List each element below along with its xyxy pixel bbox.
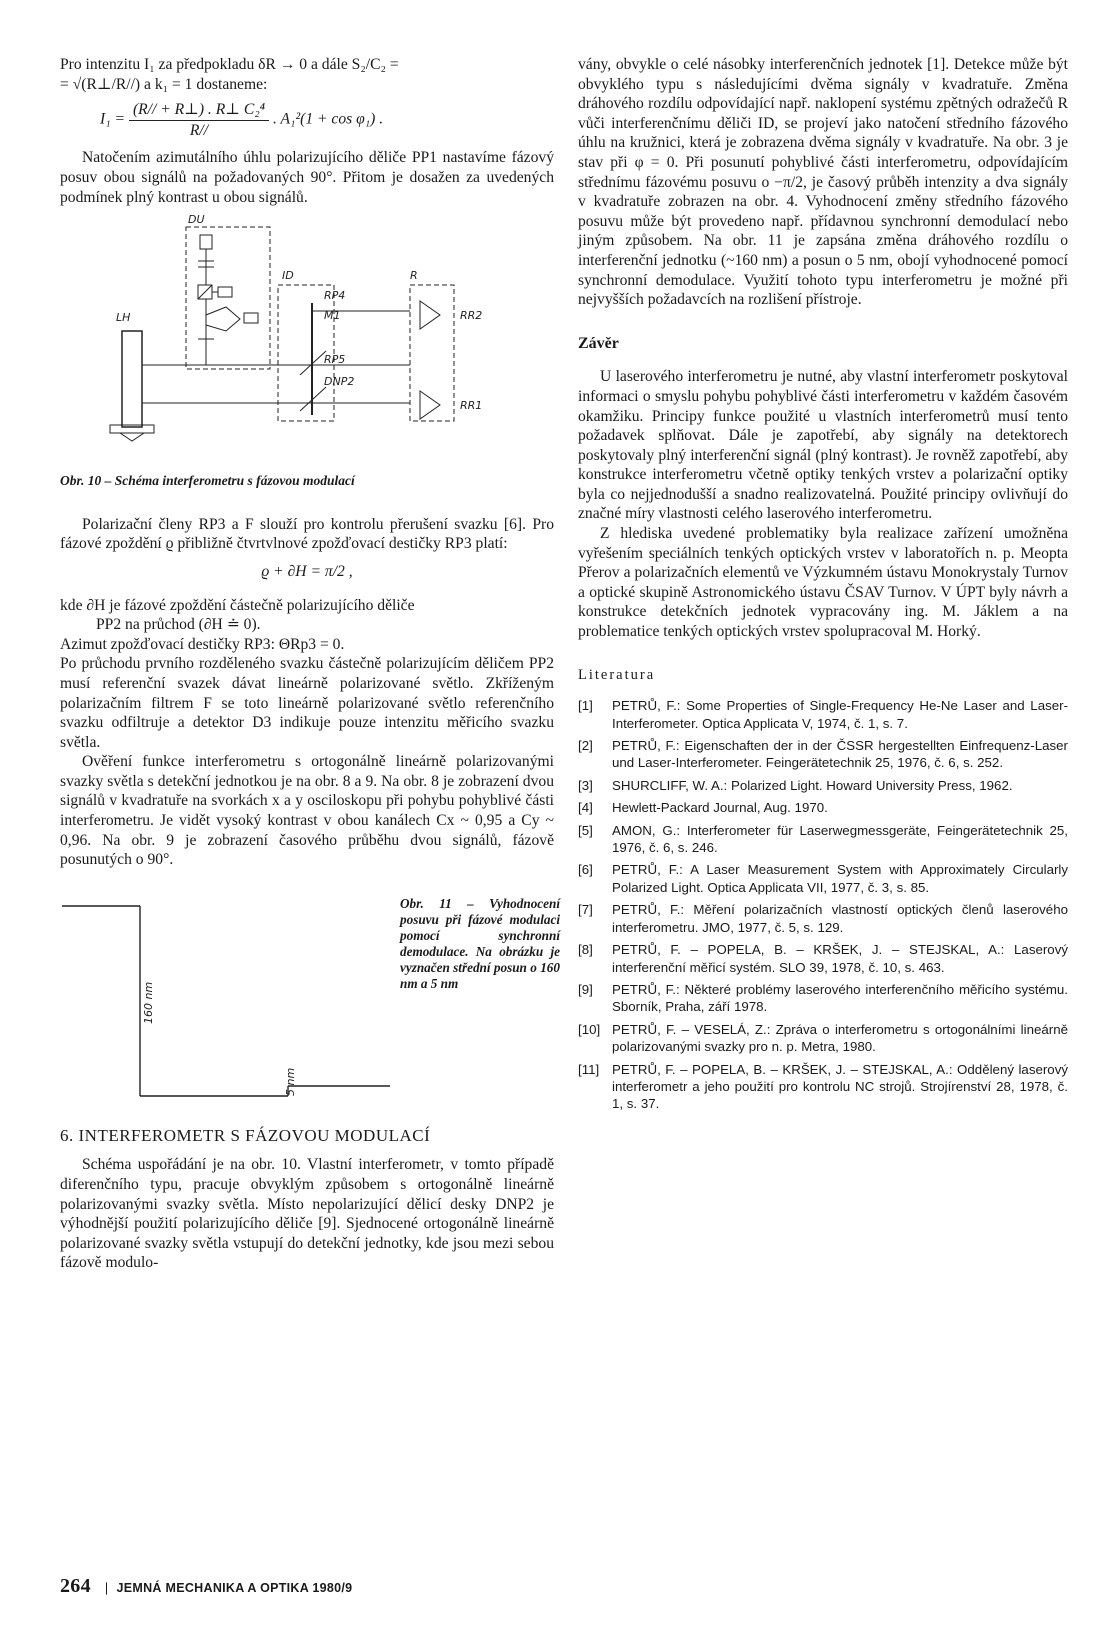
reference-number: [9] [578,981,593,997]
reference-item [578,901,1068,936]
reference-number: [3] [578,777,593,793]
reference-item [578,1061,1068,1113]
paragraph: PP2 na průchod (∂H ≐ 0). [96,616,261,634]
reference-item [578,822,1068,857]
right-column [578,55,1068,1118]
interferometer-schematic [60,215,554,477]
label-du: DU [188,215,205,227]
figure-11-caption: Obr. 11 – Vyhodnocení posuvu při fázové modulaci pomocí synchronní demodulace. Na obrázku je vyznačen střední posun o 160 nm a 5 nm [400,895,560,991]
reference-number: [5] [578,822,593,838]
journal-name: JEMNÁ MECHANIKA A OPTIKA 1980/9 [116,1581,353,1595]
figure-11 [60,895,560,1106]
reference-item [578,737,1068,772]
paragraph: Schéma uspořádání je na obr. 10. Vlastní interferometr, v tomto případě diferenčního typu, pracuje obvyklým způsobem s ortogonálně lineárně polarizovanými svazky světla. Místo nepolarizující dělicí desky DNP2 je výhodnější použití polarizujícího děliče [9]. Sjednocené ortogonálně lineárně polarizované svazky světla vstupují do detekční jednotky, kde jsou mezi sebou fázově modulo- [60,1156,554,1272]
figure-10-caption: Obr. 10 – Schéma interferometru s fázovou modulací [60,473,355,489]
detector-element [200,235,212,249]
heading-conclusion: Závěr [578,334,619,352]
reference-item [578,981,1068,1016]
retroreflector-rr2 [420,301,440,329]
paragraph: vány, obvykle o celé násobky interferenčních jednotek [1]. Detekce může být obvyklého typu s následujícími dvěma signály v kvadratuře. Změna dráhového rozdílu odpovídající např. naklopení systému zpětných odražečů R vůči interferenčnímu děliči ID, se projeví jako natočení středního fázového úhlu na kružnici, která je zobrazena dvěma signály v kvadratuře. Na obr. 3 je stav při φ = 0. Při posunutí pohyblivé části interferometru, odpovídajícím střednímu fázovému posuvu o −π/2, je časový průběh intenzity a dva signály v kvadratuře zobrazen na obr. 4. Vyhodnocení změny středního fázového posuvu může být provedeno např. přídavnou synchronní demodulací nebo jiným způsobem. Na obr. 11 je zapsána změna dráhového rozdílu o interferenční jednotku (~160 nm) a posun o 5 nm, obojí vyhodnocené pomocí synchronní demodulace. Využití tohoto typu interferometru je možné při nejvyšších požadavcích na rozlišení přístroje. [578,56,1068,309]
paragraph: Polarizační členy RP3 a F slouží pro kontrolu přerušení svazku [6]. Pro fázové zpoždění ϱ přibližně čtvrtvlnové zpožďovací destičky RP3 platí: [60,515,554,553]
detector-element [244,313,258,323]
reference-number: [4] [578,800,593,816]
reference-number: [2] [578,738,593,754]
paragraph: Natočením azimutálního úhlu polarizujícího děliče PP1 nastavíme fázový posuv obou signálů na požadovaných 90°. Přitom je dosažen za uvedených podmínek plný kontrast u obou signálů. [60,149,554,206]
label-rr2: RR2 [460,309,483,323]
reference-text: AMON, G.: Interferometer für Laserwegmessgeräte, Feingerätetechnik 25, 1976, č. 6, s. 246. [612,822,1068,856]
reference-text: PETRŮ, F.: Eigenschaften der in der ČSSR hergestellten Einfrequenz-Laser und Laser-Interferometer. Feingerätetechnik 25, 1976, č. 6, s. 252. [612,738,1068,771]
reference-number: [7] [578,902,593,918]
reference-item [578,777,1068,794]
laser-base [110,425,154,433]
label-rr1: RR1 [460,399,483,413]
reference-text: SHURCLIFF, W. A.: Polarized Light. Howard University Press, 1962. [612,777,1013,793]
label-m1: M1 [324,309,341,323]
left-column [60,55,560,1273]
laser-mount [120,433,144,441]
paragraph: Azimut zpožďovací destičky RP3: ΘRp3 = 0. [60,635,345,653]
section-heading: 6. INTERFEROMETR S FÁZOVOU MODULACÍ [60,1125,431,1145]
paragraph: kde ∂H je fázové zpoždění částečně polarizujícího děliče [60,596,415,614]
reference-item [578,799,1068,816]
reference-item [578,941,1068,976]
paragraph: Ověření funkce interferometru s ortogonálně lineárně polarizovanými svazky světla s detekční jednotkou je na obr. 8 a 9. Na obr. 8 je zobrazení dvou signálů v kvadratuře na svorkách x a y osciloskopu při pohybu pohyblivé části interferometru. Je vidět vysoký kontrast v obou kanálech Cx ~ 0,95 a Cy ~ 0,96. Na obr. 9 je zobrazení časového průběhu dvou signálů, fázově posunutých o 90°. [60,753,554,869]
heading-literature: Literatura [578,666,656,683]
label-r: R [410,269,418,283]
paragraph: Pro intenzitu I₁ za předpokladu δR → 0 a dále S₂/C₂ = [60,56,399,73]
demodulation-trace [60,896,390,1106]
reference-text: PETRŮ, F.: Some Properties of Single-Frequency He-Ne Laser and Laser-Interferometer. Optica Applicata V, 1974, č. 1, s. 7. [612,698,1068,731]
splitter-diagonal [198,285,212,299]
reference-text: PETRŮ, F. – POPELA, B. – KRŠEK, J. – STEJSKAL, A.: Laserový interferenční měřicí systém. SLO 39, 1978, č. 10, s. 463. [612,942,1068,975]
label-id: ID [282,269,294,283]
reference-number: [8] [578,942,593,958]
reference-text: PETRŮ, F. – POPELA, B. – KRŠEK, J. – STEJSKAL, A.: Oddělený laserový interferometr a jeho použití pro kontrolu NC strojů. Strojírenství 28, 1978, č. 1, s. 37. [612,1061,1068,1112]
paragraph: = √(R⊥/R//) a k₁ = 1 dostaneme: [60,75,268,93]
prism-element [206,307,240,331]
reflector-box [410,285,454,421]
paragraph: U laserového interferometru je nutné, aby vlastní interferometr poskytoval informaci o smyslu pohybu pohyblivé části interferometru v každém časovém okamžiku. Principy funkce použité u vlastních interferometrů musí tento požadavek splňovat. Dále je zapotřebí, aby signály na detektorech poskytovaly plný interferenční signál (plný kontrast). Je rovněž zapotřebí, aby konstrukce interferometru včetně optiky tenkých vrstev a polarizační optiky byla co nejjednodušší a snadno realizovatelná. Použité principy ovlivňují do značné míry vlastnosti celého laserového interferometru. [578,368,1068,523]
reference-text: PETRŮ, F.: A Laser Measurement System with Approximately Circularly Polarized Light. Optica Applicata VII, 1977, č. 3, s. 85. [612,862,1068,895]
equation-denominator: R// [189,121,209,139]
reference-item [578,1021,1068,1056]
label-rp5: RP5 [324,353,346,367]
paragraph: Z hlediska uvedené problematiky byla realizace zařízení umožněna vyřešením speciálních tenkých optických vrstev v laboratořích n. p. Meopta Přerov a polarizačních elementů ve Výzkumném ústavu Monokrystaly Turnov a optické skupině Astronomického ústavu ČSAV Turnov. V ÚPT byly návrh a konstrukce detekčních jednotek vypracovány ing. M. Jáklem a na problematice tenkých optických vrstev spolupracoval M. Horký. [578,525,1068,641]
equation-fraction [129,100,269,140]
laser-head [122,331,142,427]
retroreflector-rr1 [420,391,440,419]
reference-list [578,697,1068,1113]
reference-number: [1] [578,698,593,714]
paragraph: Po průchodu prvního rozděleného svazku částečně polarizujícím děličem PP2 musí referenční svazek dávat lineárně polarizované světlo. Zkříženým polarizačním filtrem F se toto lineárně polarizované světlo referenčního svazku odfiltruje a detektor D3 indikuje pouze intenzitu měřicího svazku světla. [60,655,554,751]
reference-text: PETRŮ, F.: Měření polarizačních vlastností optických členů laserového interferometru. JMO, 1977, č. 5, s. 129. [612,902,1068,935]
reference-item [578,697,1068,732]
equation-numerator: (R// + R⊥) . R⊥ C₂⁴ [129,100,269,121]
label-lh: LH [116,311,131,325]
label-rp4: RP4 [324,289,346,303]
detector-element [218,287,232,297]
equation-intensity [100,100,554,140]
label-5nm: 5 nm [284,1067,297,1096]
reference-number: [11] [578,1061,600,1077]
equation-lhs: I₁ = [100,110,126,128]
equation-rhs: . A₁²(1 + cos φ₁) . [272,110,384,128]
page-footer: 264 | JEMNÁ MECHANIKA A OPTIKA 1980/9 [60,1575,353,1597]
reference-item [578,861,1068,896]
reference-number: [10] [578,1021,601,1037]
figure-10 [60,215,554,477]
equation-retardation: ϱ + ∂H = π/2 , [261,562,353,580]
reference-text: PETRŮ, F.: Některé problémy laserového interferenčního měřicího systému. Sborník, Praha, září 1978. [612,981,1068,1015]
reference-text: PETRŮ, F. – VESELÁ, Z.: Zpráva o interferometru s ortogonálními lineárně polarizovanými svazky pro n. p. Metra, 1980. [612,1021,1068,1055]
label-dnp2: DNP2 [324,375,355,389]
reference-number: [6] [578,862,593,878]
page-number: 264 [60,1575,91,1597]
label-160nm: 160 nm [142,981,155,1024]
reference-text: Hewlett-Packard Journal, Aug. 1970. [612,800,828,816]
